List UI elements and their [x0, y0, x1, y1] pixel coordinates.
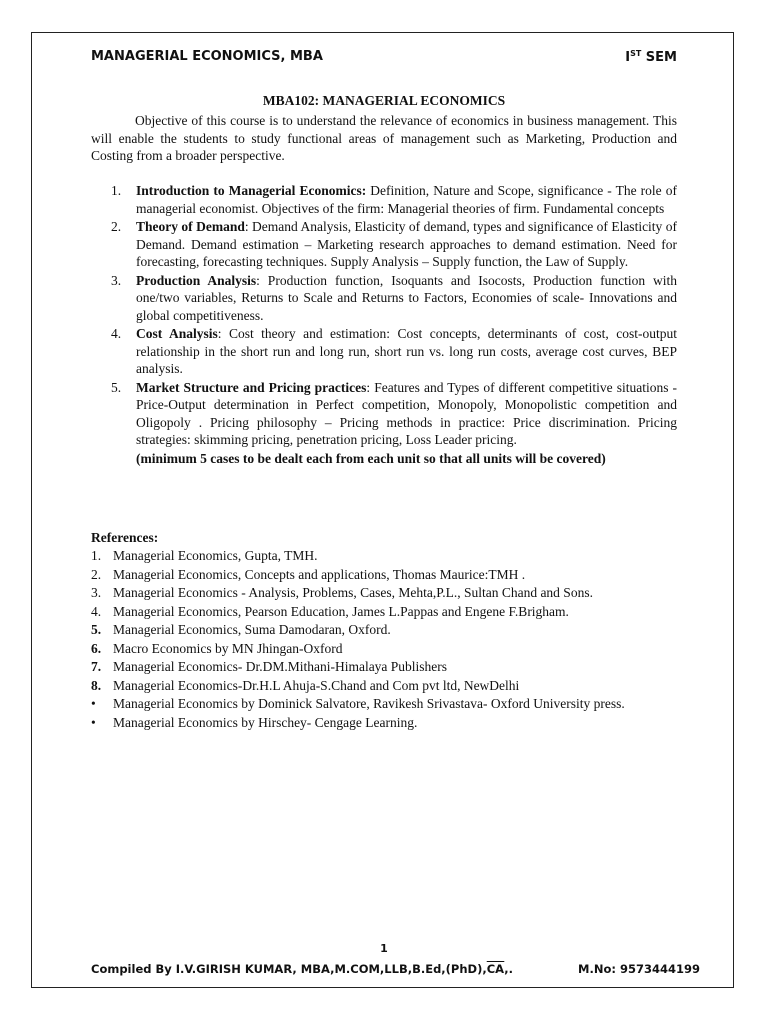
reference-item: 7. Managerial Economics- Dr.DM.Mithani-Himalaya Publishers [91, 659, 448, 674]
reference-item: 4. Managerial Economics, Pearson Education, James L.Pappas and Engene F.Brigham. [91, 603, 569, 619]
unit-5: 5. Market Structure and Pricing practices: Features and Types of different competitive situations - Price-Output determination in Perfect competition, Monopoly, Monopolistic competition and Oligopoly . Pricing philosophy – Pricing methods in practice: Price discrimination. Pricing strategies: skimming pricing, penetration pricing, Loss Leader pricing. [111, 379, 677, 447]
unit-heading: Market Structure and Pricing practices [136, 379, 367, 395]
course-objective [91, 112, 677, 165]
page-number: 1 [380, 942, 388, 955]
unit-text: : Features and Types of different competitive situations - Price-Output determination in Perfect competition, Monopoly, Monopolistic competition and Oligopoly . Pricing philosophy – Pricing methods in practice: Price discrimination. Pricing strategies: skimming pricing, penetration pricing, Loss Leader pricing. [136, 379, 677, 447]
cases-note: (minimum 5 cases to be dealt each from each unit so that all units will be covered) [136, 450, 606, 466]
reference-item: • Managerial Economics by Hirschey- Cengage Learning. [91, 714, 418, 730]
unit-heading: Cost Analysis [136, 326, 218, 341]
unit-text: : Cost theory and estimation: Cost concepts, determinants of cost, cost-output relationship in the short run and long run, short run vs. long run costs, average cost curves, BEP analysis. [136, 326, 677, 376]
reference-item: 8. Managerial Economics-Dr.H.L Ahuja-S.Chand and Com pvt ltd, NewDelhi [91, 677, 520, 693]
unit-4: 4. Cost Analysis: Cost theory and estimation: Cost concepts, determinants of cost, cost-output relationship in the short run and long run, short run vs. long run costs, average cost curves, BEP analysis. [111, 326, 677, 376]
reference-item: 6. Macro Economics by MN Jhingan-Oxford [91, 640, 343, 656]
reference-item: 5. Managerial Economics, Suma Damodaran, Oxford. [91, 622, 391, 637]
unit-text: Definition, Nature and Scope, significance - The role of managerial economist. Objectives of the firm: Managerial theories of firm. Fundamental concepts [136, 183, 677, 216]
course-title: MBA102: MANAGERIAL ECONOMICS [262, 93, 506, 108]
unit-2: 2. Theory of Demand: Demand Analysis, Elasticity of demand, types and significance of Elasticity of Demand. Demand estimation – Marketing research approaches to demand estimation. Need for forecasting, forecasting techniques. Supply Analysis – Supply function, the Law of Supply. [111, 219, 677, 269]
reference-item: • Managerial Economics by Dominick Salvatore, Ravikesh Srivastava- Oxford University press. [91, 696, 625, 711]
reference-item: 3. Managerial Economics - Analysis, Problems, Cases, Mehta,P.L., Sultan Chand and Sons. [91, 585, 593, 600]
unit-text: : Demand Analysis, Elasticity of demand, types and significance of Elasticity of Demand. Demand estimation – Marketing research approaches to demand estimation. Need for forecasting, forecasting techniques. Supply Analysis – Supply function, the Law of Supply. [136, 219, 677, 269]
unit-1: 1. Introduction to Managerial Economics: Definition, Nature and Scope, significance - The role of managerial economist. Objectives of the firm: Managerial theories of firm. Fundamental concepts [111, 183, 677, 216]
unit-heading: Production Analysis [136, 272, 257, 288]
header-course: MANAGERIAL ECONOMICS, MBA [91, 49, 323, 64]
references-heading: References: [91, 530, 159, 545]
compiled-by: Compiled By I.V.GIRISH KUMAR, $MBA,M.COM,LLB,B.Ed,(PhD),\overline{CA}$,. [91, 962, 514, 976]
page-border [31, 32, 734, 988]
reference-item: 1. Managerial Economics, Gupta, TMH. [91, 548, 318, 563]
unit-text: : Production function, Isoquants and Isocosts, Production function with one/two variables, Returns to Scale and Returns to Factors, Economies of scale- Innovations and global competitiveness. [136, 272, 677, 323]
mobile-number: M.No: 9573444199 [578, 962, 700, 976]
unit-3: 3. Production Analysis: Production function, Isoquants and Isocosts, Production function with one/two variables, Returns to Scale and Returns to Factors, Economies of scale- Innovations and global competitiveness. [111, 272, 677, 323]
unit-heading: Theory of Demand [136, 219, 245, 234]
reference-item: 2. Managerial Economics, Concepts and applications, Thomas Maurice:TMH . [91, 566, 526, 582]
syllabus-units [91, 182, 677, 467]
header-semester: IST SEM [625, 49, 677, 65]
references-list [91, 548, 677, 733]
unit-heading: Introduction to Managerial Economics: [136, 183, 367, 198]
objective-text: Objective of this course is to understand the relevance of economics in business management. This will enable the students to study functional areas of management such as Marketing, Production and Costing from a broader perspective. [91, 113, 677, 163]
